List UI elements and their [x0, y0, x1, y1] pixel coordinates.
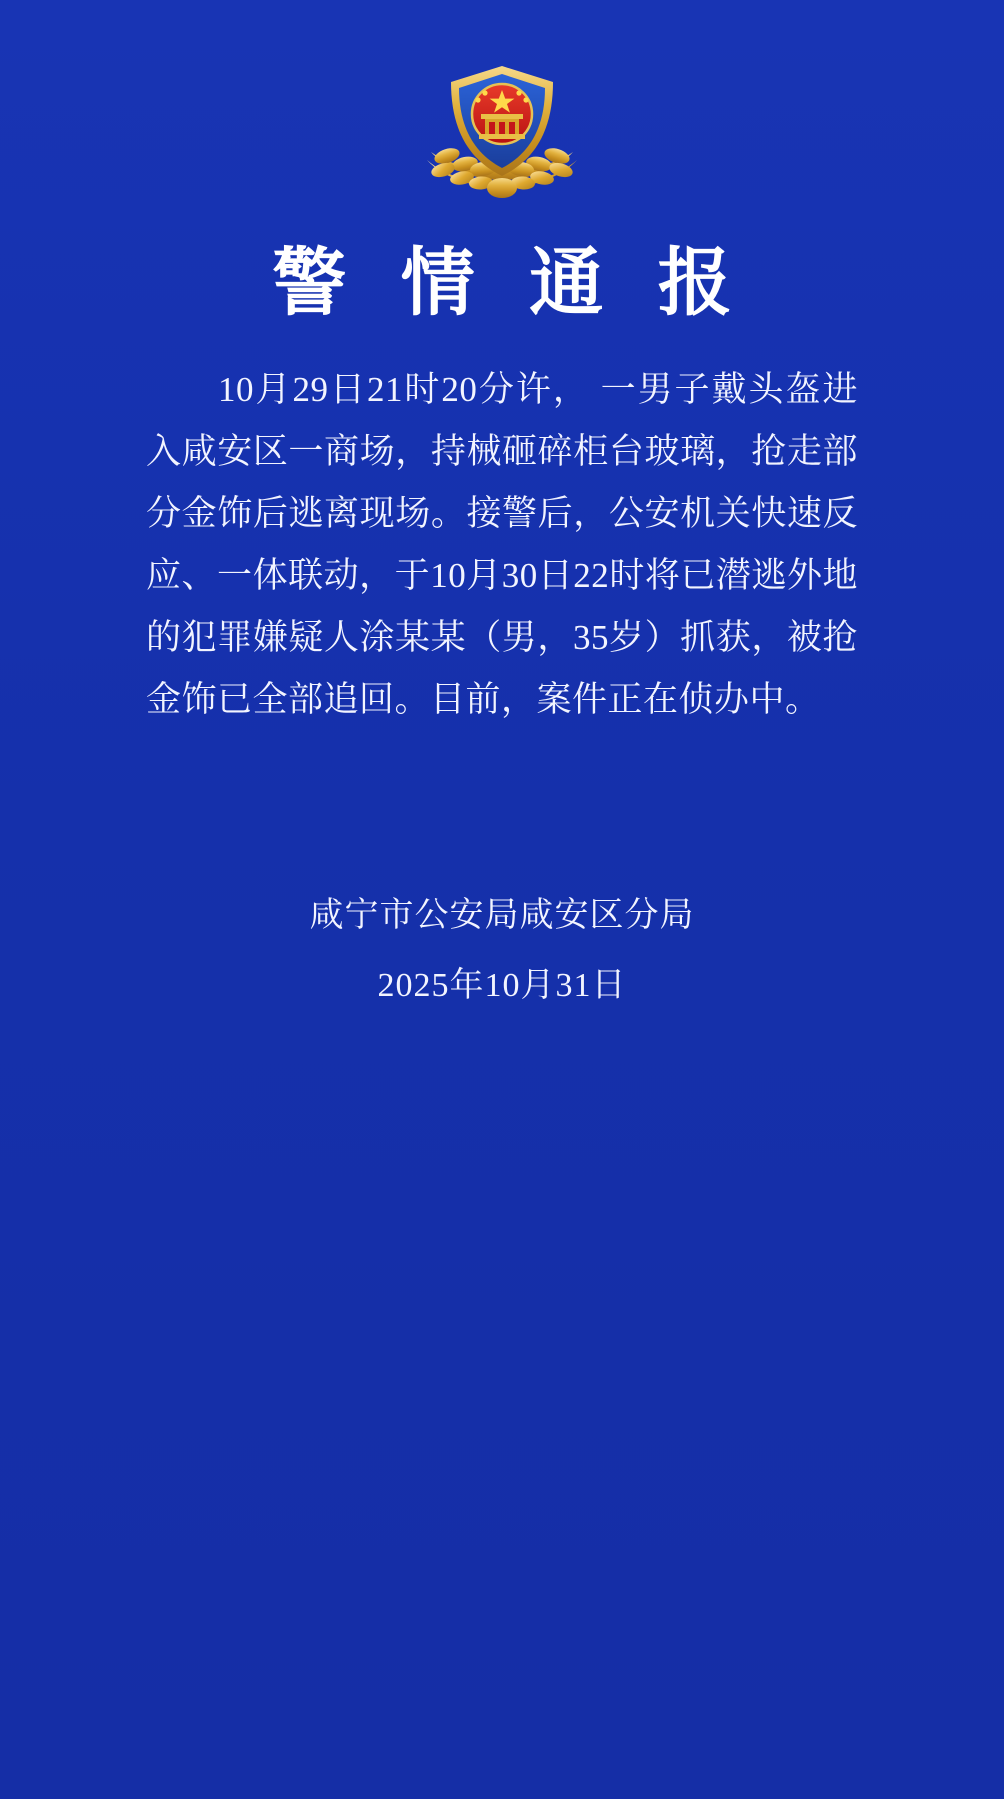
- notice-body-text: 10月29日21时20分许， 一男子戴头盔进入咸安区一商场，持械砸碎柜台玻璃，抢走部分金饰后逃离现场。接警后，公安机关快速反应、一体联动，于10月30日22时将已潜逃外地的犯罪嫌疑人涂某某（男，35岁）抓获，被抢金饰已全部追回。目前，案件正在侦办中。: [146, 369, 858, 719]
- issue-date: 2025年10月31日: [377, 966, 627, 1004]
- signature-block: [146, 881, 858, 1021]
- emblem-container: [0, 0, 1004, 220]
- police-badge-emblem-icon: [417, 60, 587, 220]
- page-title: 警 情 通 报: [272, 243, 750, 325]
- issuing-organization: 咸宁市公安局咸安区分局: [309, 896, 695, 934]
